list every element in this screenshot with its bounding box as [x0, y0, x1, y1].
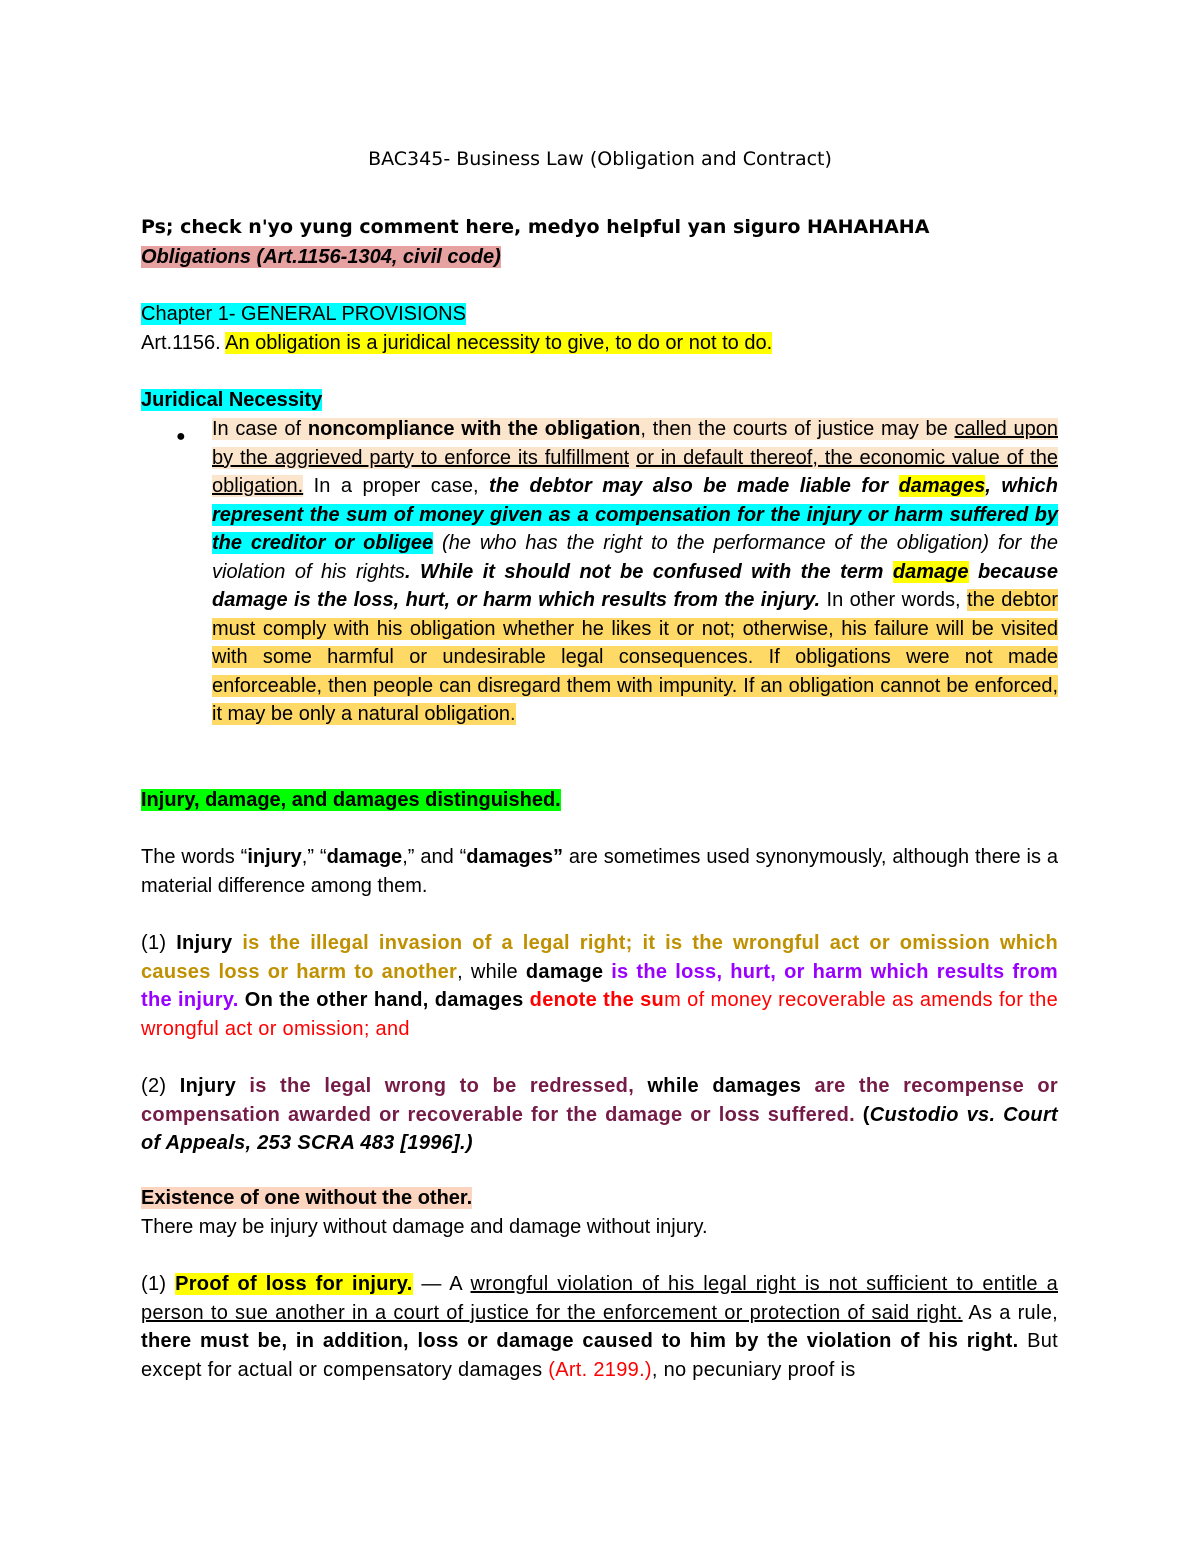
e1-7: (Art. 2199.) — [548, 1358, 652, 1381]
d1-8: m of money recoverable as amends for the wrongful act or omission; and — [141, 989, 1058, 1040]
e1-3: wrongful violation of his legal right is not sufficient to entitle a person to sue another in a court of justice for the enforcement or protection of said right. — [141, 1273, 1058, 1324]
jp-2: , then the courts of justice may be — [640, 418, 955, 440]
d1-3: , while — [457, 960, 526, 983]
di-6: are sometimes used synonymously, although there is a material difference among them. — [141, 846, 1059, 897]
e1-1: Proof of loss for injury. — [175, 1273, 413, 1295]
e1-6: But except for actual or compensatory damages — [141, 1330, 1058, 1381]
distinguished-heading-text: Injury, damage, and damages distinguished. — [141, 789, 561, 811]
d2-6: Custodio vs. Court of Appeals — [141, 1103, 1058, 1154]
di-2: ,” “ — [301, 846, 327, 868]
d1-5: is the loss, hurt, or harm which results from the injury. — [141, 960, 1058, 1011]
distinguished-p1 — [141, 929, 1058, 1043]
existence-p1 — [141, 1270, 1058, 1384]
di-4: ,” and “ — [402, 846, 467, 868]
d1-7: denote the su — [529, 989, 665, 1011]
jp-9: , which — [985, 475, 1058, 497]
document-title: BAC345- Business Law (Obligation and Contract) — [368, 148, 832, 170]
e1-4: As a rule, — [962, 1301, 1058, 1324]
distinguished-intro — [141, 843, 1058, 900]
article-1156 — [141, 329, 772, 357]
jp-0: In case of — [212, 418, 308, 440]
note-line: Ps; check n'yo yung comment here, medyo helpful yan siguro HAHAHAHA — [141, 216, 930, 238]
jp-7: the debtor may also be made liable for — [489, 475, 899, 497]
distinguished-heading — [141, 786, 561, 814]
d2-0: (2) — [141, 1075, 180, 1097]
existence-heading — [141, 1184, 472, 1212]
di-5: damages” — [466, 846, 563, 868]
jp-13: damage — [892, 560, 969, 583]
obligations-heading-text: Obligations (Art.1156-1304, civil code) — [141, 246, 501, 268]
d1-1: Injury — [176, 932, 233, 954]
di-1: injury — [247, 846, 302, 868]
chapter-heading-text: Chapter 1- GENERAL PROVISIONS — [141, 303, 466, 325]
d2-4: are the recompense or compensation awarded or recoverable for the damage or loss suffered. — [141, 1075, 1058, 1126]
e1-2: — A — [412, 1273, 471, 1295]
jp-11: (he who has the right to the performance of the obligation) for the violation of his rights — [212, 532, 1058, 583]
jp-5: or in default thereof, the economic value of the obligation. — [212, 446, 1058, 497]
jp-15: In other words, — [820, 589, 968, 611]
jp-8: damages — [898, 475, 986, 497]
jp-1: noncompliance with the obligation — [307, 418, 641, 440]
d1-6: On the other hand, damages — [238, 989, 530, 1011]
juridical-heading — [141, 386, 322, 414]
juridical-heading-text: Juridical Necessity — [141, 389, 323, 411]
jp-14: because damage is the loss, hurt, or harm which results from the injury. — [212, 560, 1059, 611]
obligations-heading — [141, 243, 501, 271]
d1-0: (1) — [141, 932, 177, 954]
di-3: damage — [326, 846, 403, 868]
article-text: An obligation is a juridical necessity to give, to do or not to do. — [225, 332, 773, 354]
di-0: The words “ — [141, 846, 248, 868]
e1-0: (1) — [141, 1273, 176, 1295]
d2-1: Injury — [179, 1075, 236, 1097]
d2-7: , 253 SCRA 483 [1996].) — [245, 1132, 473, 1154]
existence-heading-text: Existence of one without the other. — [141, 1187, 473, 1209]
jp-6: In a proper case, — [303, 475, 490, 497]
d1-2: is the illegal invasion of a legal right; it is the wrongful act or omission which causes loss or harm to another — [141, 932, 1059, 983]
jp-3: called upon by the aggrieved party to enforce its fulfillment — [212, 418, 1058, 469]
d2-3: while damages — [634, 1075, 802, 1097]
e1-8: , no pecuniary proof is — [651, 1358, 856, 1381]
bullet-icon: ● — [176, 428, 186, 445]
chapter-heading — [141, 300, 466, 328]
d2-2: is the legal wrong to be redressed, — [236, 1075, 635, 1097]
distinguished-p2 — [141, 1072, 1058, 1158]
existence-text: There may be injury without damage and damage without injury. — [141, 1216, 708, 1238]
jp-16: the debtor must comply with his obligation whether he likes it or not; otherwise, his failure will be visited with some harmful or undesirable legal consequences. If obligations were not made enforceable, then people can disregard them with impunity. If an obligation cannot be enforced, it may be only a natural obligation. — [212, 589, 1058, 725]
article-label: Art.1156. — [141, 332, 221, 354]
jp-10: represent the sum of money given as a compensation for the injury or harm suffered by the creditor or obligee — [212, 503, 1058, 554]
d1-4: damage — [525, 960, 604, 983]
jp-12: . While it should not be confused with the term — [404, 560, 893, 583]
e1-5: there must be, in addition, loss or damage caused to him by the violation of his right. — [141, 1330, 1019, 1352]
juridical-paragraph — [212, 415, 1058, 729]
d2-5: ( — [854, 1103, 870, 1126]
